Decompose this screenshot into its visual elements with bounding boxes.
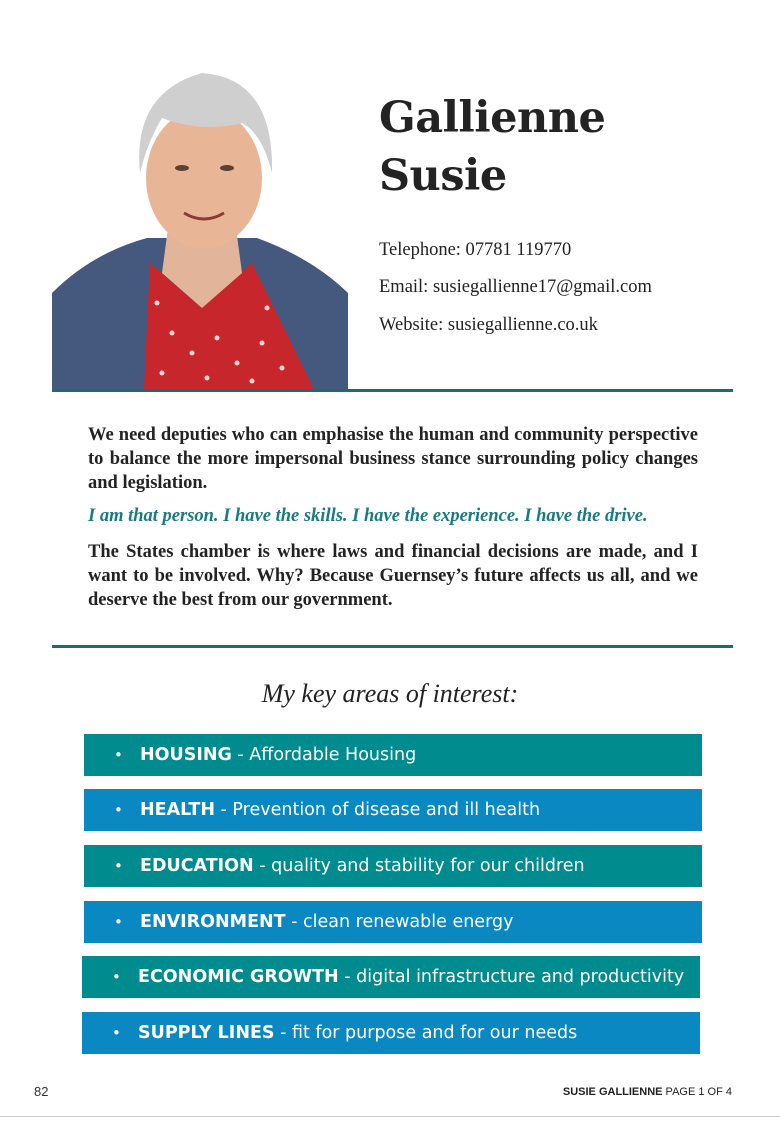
interest-detail: - Affordable Housing (231, 745, 417, 765)
footer-page-count: PAGE 1 OF 4 (662, 1086, 732, 1098)
statement-paragraph-1: We need deputies who can emphasise the human and community perspective to balance the more impersonal business stance surrounding policy changes and legislation. (88, 425, 698, 493)
bullet-icon: • (112, 968, 121, 986)
interest-detail: - digital infrastructure and productivity (338, 967, 685, 987)
footer-candidate-name: SUSIE GALLIENNE (562, 1086, 663, 1098)
interest-category: EDUCATION (140, 856, 254, 876)
candidate-forename: Susie (379, 151, 507, 201)
interest-detail: - Prevention of disease and ill health (214, 800, 541, 820)
page-number: 82 (34, 1084, 49, 1099)
interest-category: ENVIRONMENT (140, 912, 286, 932)
interests-title: My key areas of interest: (261, 679, 519, 708)
bullet-icon: • (114, 746, 123, 764)
bullet-icon: • (114, 913, 123, 931)
bullet-icon: • (112, 1024, 121, 1042)
interest-category: HEALTH (140, 800, 215, 820)
interest-item-supply-lines (82, 1012, 700, 1054)
interest-category: ECONOMIC GROWTH (138, 967, 339, 987)
page-bottom-edge (0, 1116, 780, 1117)
interest-item-economic-growth (82, 956, 700, 998)
email-link[interactable]: Email: susiegallienne17@gmail.com (379, 277, 652, 297)
portrait-illustration (52, 63, 348, 389)
section-divider (52, 645, 733, 648)
interest-item-environment (84, 901, 702, 943)
interest-category: SUPPLY LINES (138, 1023, 275, 1043)
website-link[interactable]: Website: susiegallienne.co.uk (379, 315, 598, 335)
interest-item-education (84, 845, 702, 887)
interest-item-health (84, 789, 702, 831)
telephone-text: Telephone: 07781 119770 (379, 240, 572, 260)
bullet-icon: • (114, 857, 123, 875)
candidate-photo (52, 63, 348, 389)
candidate-surname: Gallienne (379, 93, 606, 143)
bullet-icon: • (114, 801, 123, 819)
statement-quote: I am that person. I have the skills. I have the experience. I have the drive. (88, 506, 648, 526)
interest-detail: - clean renewable energy (285, 912, 514, 932)
interest-detail: - quality and stability for our children (253, 856, 585, 876)
statement-paragraph-2: The States chamber is where laws and financial decisions are made, and I want to be involved. Why? Because Guernsey’s future affects us all, and we deserve the best from our government. (88, 542, 698, 610)
interest-item-housing (84, 734, 702, 776)
candidate-name (379, 92, 605, 202)
header-divider (52, 389, 733, 392)
interest-category: HOUSING (140, 745, 232, 765)
footer-label (563, 1086, 732, 1098)
interest-detail: - fit for purpose and for our needs (274, 1023, 578, 1043)
